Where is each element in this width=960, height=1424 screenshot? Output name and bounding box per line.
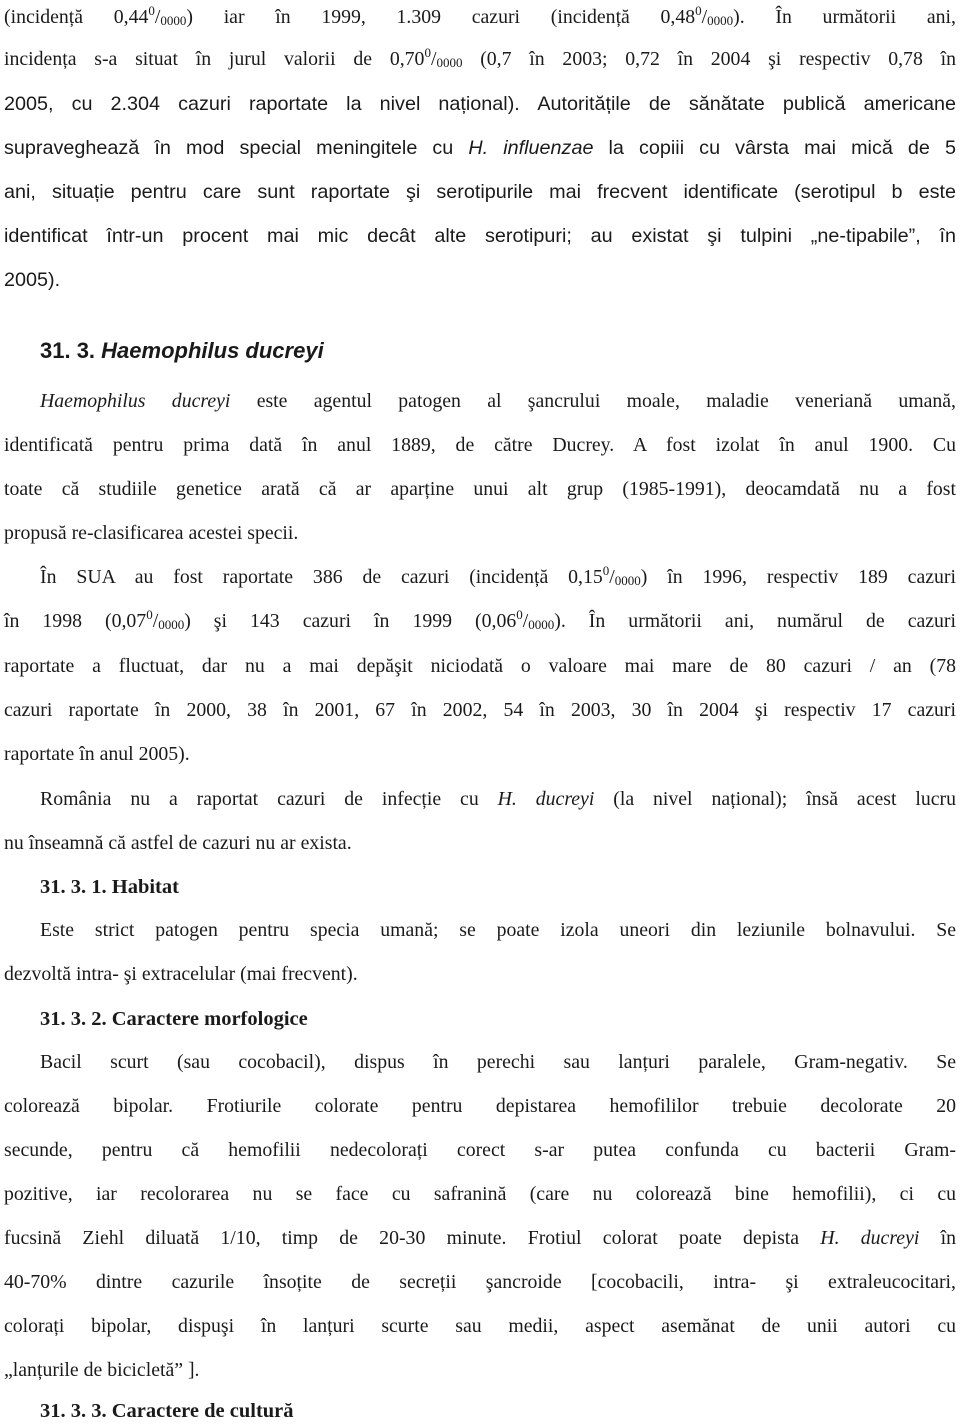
section-heading: 31. 3. Haemophilus ducreyi	[40, 338, 324, 363]
text-line: (incidență $0,44^0/_{0000}$) iar în 1999, 1.309 cazuri (incidență $0,48^0/_{0000}$). În următorii ani,	[4, 3, 956, 28]
text-line: Este strict patogen pentru specia umană; se poate izola uneori din leziunile bolnavului. Se	[40, 919, 956, 941]
text-line: identificată pentru prima dată în anul 1889, de către Ducrey. A fost izolat în anul 1900. Cu	[4, 434, 956, 456]
text-line: identificat într-un procent mai mic decât alte serotipuri; au existat şi tulpini „ne-tipabile”, în	[4, 225, 956, 247]
text-line: supraveghează în mod special meningitele cu H. influenzae la copiii cu vârsta mai mică de 5	[4, 137, 957, 159]
subsection-heading: 31. 3. 1. Habitat	[40, 876, 179, 898]
text-line: toate că studiile genetice arată că ar aparține unui alt grup (1985-1991), deocamdată nu a fost	[4, 478, 956, 500]
text-line: cazuri raportate în 2000, 38 în 2001, 67 în 2002, 54 în 2003, 30 în 2004 şi respectiv 17 cazuri	[4, 699, 956, 721]
text-line: colorează bipolar. Frotiurile colorate pentru depistarea hemofililor trebuie decolorate 20	[4, 1095, 956, 1117]
subsection-heading: 31. 3. 2. Caractere morfologice	[40, 1008, 308, 1030]
text-line: dezvoltă intra- şi extracelular (mai frecvent).	[4, 963, 358, 985]
text-line: pozitive, iar recolorarea nu se face cu safranină (care nu colorează bine hemofilii), ci cu	[4, 1183, 956, 1205]
text-line: 2005).	[4, 269, 61, 291]
text-line: raportate a fluctuat, dar nu a mai depăşit niciodată o valoare mai mare de 80 cazuri / an (78	[4, 655, 956, 677]
text-line: în 1998 $(0,07^0/_{0000})$ şi 143 cazuri în 1999 $(0,06^0/_{0000})$. În următorii ani, numărul de cazuri	[4, 607, 957, 632]
text-line: Haemophilus ducreyi este agentul patogen al şancrului moale, maladie veneriană umană,	[40, 390, 956, 412]
text-line: raportate în anul 2005).	[4, 743, 190, 765]
text-line: Bacil scurt (sau cocobacil), dispus în perechi sau lanțuri paralele, Gram-negativ. Se	[40, 1051, 956, 1073]
text-line: 2005, cu 2.304 cazuri raportate la nivel național). Autoritățile de sănătate publică americane	[4, 93, 956, 115]
text-line: ani, situație pentru care sunt raportate şi serotipurile mai frecvent identificate (serotipul b este	[4, 181, 956, 203]
text-line: „lanțurile de bicicletă” ].	[4, 1359, 200, 1381]
text-line: nu înseamnă că astfel de cazuri nu ar exista.	[4, 832, 352, 854]
subsection-heading: 31. 3. 3. Caractere de cultură	[40, 1400, 294, 1422]
text-line: secunde, pentru că hemofilii nedecolorați corect s-ar putea confunda cu bacterii Gram-	[4, 1139, 956, 1161]
text-line: 40-70% dintre cazurile însoțite de secreții şancroide [cocobacili, intra- şi extraleucocitari,	[4, 1271, 956, 1293]
text-line: fucsină Ziehl diluată 1/10, timp de 20-30 minute. Frotiul colorat poate depista H. ducreyi în	[4, 1227, 956, 1249]
text-line: România nu a raportat cazuri de infecție cu H. ducreyi (la nivel național); însă acest lucru	[40, 788, 956, 810]
text-line: incidența s-a situat în jurul valorii de $0,70^0/_{0000}$ (0,7 în 2003; 0,72 în 2004 şi respectiv 0,78 în	[4, 45, 956, 70]
text-line: În SUA au fost raportate 386 de cazuri (incidență $0,15^0/_{0000}$) în 1996, respectiv 189 cazuri	[40, 563, 956, 588]
text-line: colorați bipolar, dispuşi în lanțuri scurte sau medii, aspect asemănat de unii autori cu	[4, 1315, 956, 1337]
text-line: propusă re-clasificarea acestei specii.	[4, 522, 299, 544]
